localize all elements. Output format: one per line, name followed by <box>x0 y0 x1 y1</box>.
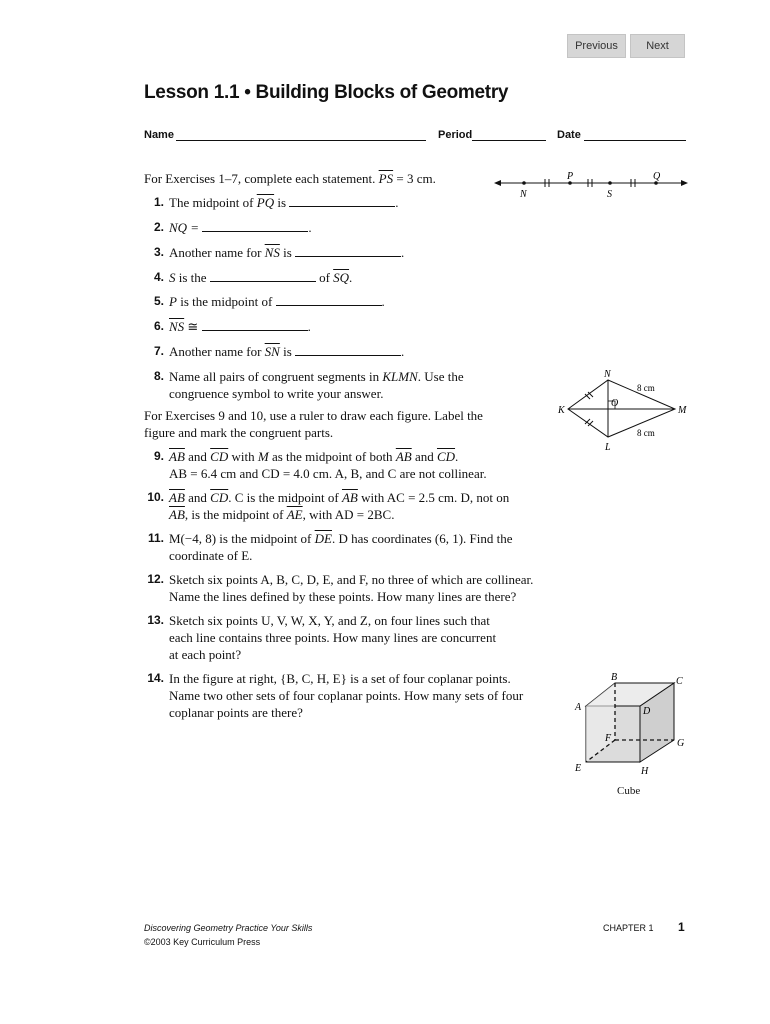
answer-blank[interactable] <box>202 318 308 331</box>
cube-caption: Cube <box>617 785 641 797</box>
date-label: Date <box>557 129 581 141</box>
period-field[interactable] <box>472 140 546 141</box>
answer-blank[interactable] <box>295 343 401 356</box>
label-g: G <box>677 738 685 749</box>
cube-diagram <box>570 670 690 782</box>
answer-blank[interactable] <box>289 194 395 207</box>
footer-chapter: CHAPTER 1 <box>603 923 654 933</box>
date-field[interactable] <box>584 140 686 141</box>
label-m: M <box>678 405 687 416</box>
label-c: C <box>676 676 683 687</box>
intro-exercises-9-10: For Exercises 9 and 10, use a ruler to draw each figure. Label the figure and mark the congruent parts. <box>144 408 483 440</box>
point-s <box>608 181 612 185</box>
label-b: B <box>611 672 618 683</box>
answer-blank[interactable] <box>295 244 401 257</box>
label-o: O <box>611 398 619 409</box>
kite-klmn-diagram <box>555 366 690 456</box>
page-number: 1 <box>678 920 685 934</box>
period-label: Period <box>438 129 473 141</box>
label-e: E <box>575 763 582 774</box>
name-field[interactable] <box>176 140 426 141</box>
label-h: H <box>641 766 649 777</box>
label-d: D <box>643 706 651 717</box>
name-label: Name <box>144 129 174 141</box>
answer-blank[interactable] <box>210 269 316 282</box>
label-q: Q <box>653 171 661 182</box>
label-s: S <box>607 189 612 200</box>
label-a: A <box>575 702 582 713</box>
point-n <box>522 181 526 185</box>
measure-bottom: 8 cm <box>637 428 655 438</box>
footer-book-title: Discovering Geometry Practice Your Skills <box>144 923 313 933</box>
footer-copyright: ©2003 Key Curriculum Press <box>144 937 261 947</box>
label-n: N <box>604 369 611 380</box>
label-n: N <box>520 189 527 200</box>
label-f: F <box>605 733 612 744</box>
page-title: Lesson 1.1 • Building Blocks of Geometry <box>144 82 509 103</box>
next-button[interactable]: Next <box>630 34 685 58</box>
label-k: K <box>558 405 565 416</box>
label-p: P <box>567 171 574 182</box>
number-line-diagram <box>494 170 689 200</box>
answer-blank[interactable] <box>276 293 382 306</box>
answer-blank[interactable] <box>202 219 308 232</box>
label-l: L <box>605 442 611 453</box>
measure-top: 8 cm <box>637 383 655 393</box>
intro-exercises-1-7: For Exercises 1–7, complete each statement. $\overline{PS} = 3$ cm. <box>144 171 436 186</box>
previous-button[interactable]: Previous <box>567 34 626 58</box>
